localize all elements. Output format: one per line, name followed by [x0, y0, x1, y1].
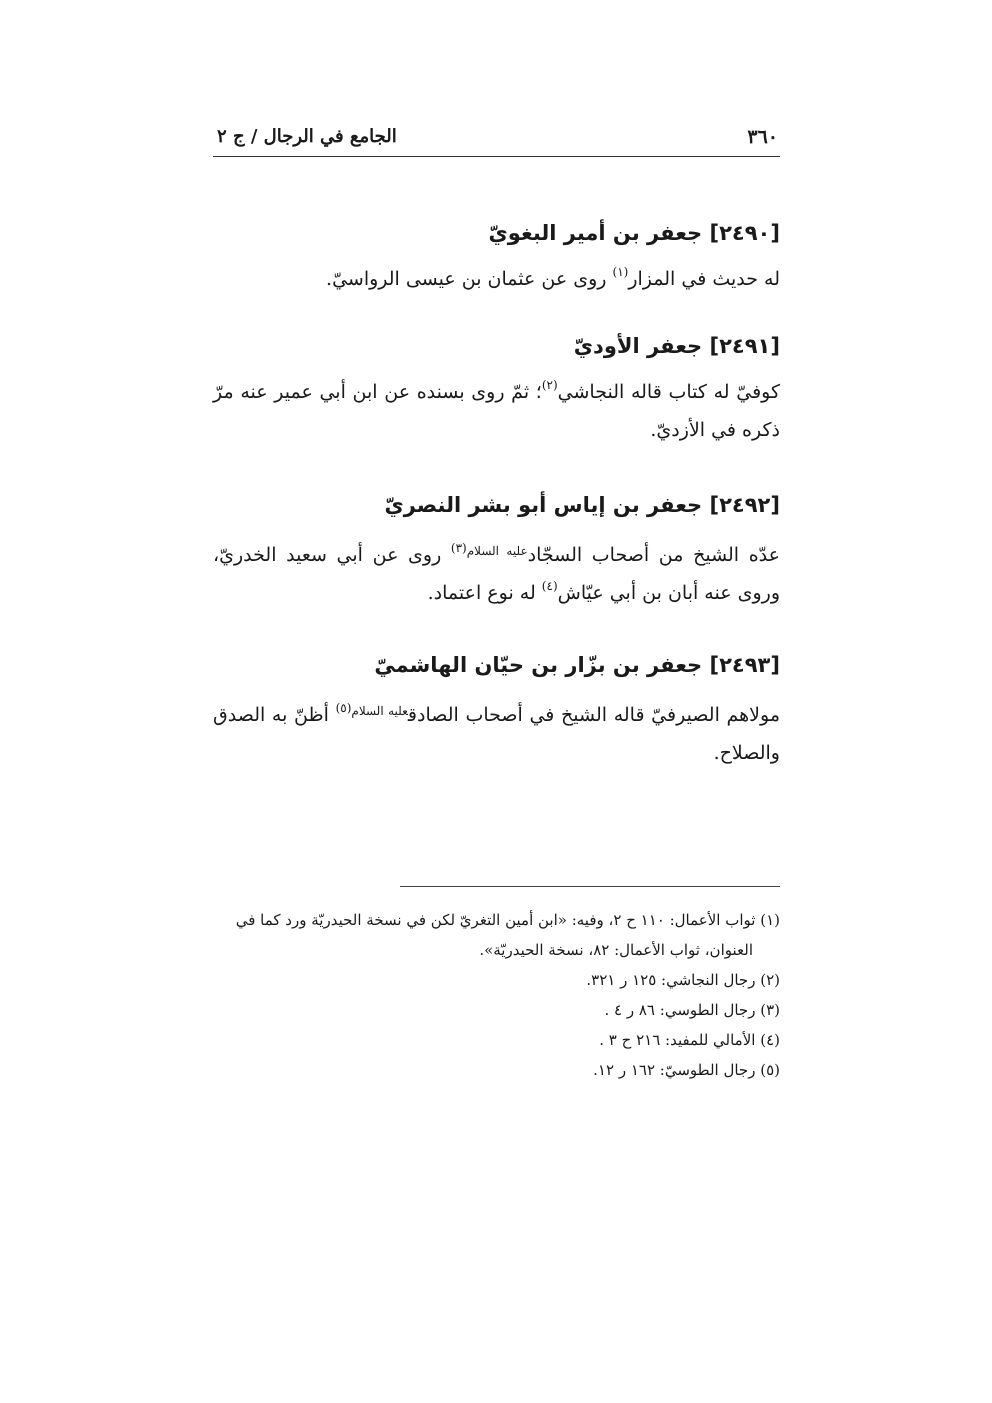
footnote-5 [213, 1055, 780, 1085]
entry-heading [213, 650, 780, 680]
footnote-3 [213, 995, 780, 1025]
entry-text [213, 260, 780, 298]
footnote-label: (١) [760, 911, 780, 929]
footnote-ref[interactable]: (٥) [335, 701, 352, 715]
footnote-2 [213, 965, 780, 995]
footnote-1-continuation: العنوان، ثواب الأعمال: ٨٢، نسخة الحيدريّة». [479, 941, 753, 959]
footnote-4 [213, 1025, 780, 1055]
entry-number: [٢٤٩١] [709, 334, 780, 358]
footnote-ref[interactable]: (٣) [450, 541, 467, 555]
footnote-label: (٥) [760, 1061, 780, 1079]
footnote-label: (٢) [760, 971, 780, 989]
entry-2491 [213, 331, 780, 449]
entry-text-part: أظنّ به الصدق والصلاح. [213, 704, 780, 764]
footnote-1 [213, 905, 780, 935]
entry-text-part: عدّه الشيخ من أصحاب السجّاد [527, 544, 780, 566]
running-title: الجامع في الرجال / ج ٢ [217, 126, 397, 147]
footnote-label: (٣) [760, 1001, 780, 1019]
entry-text [213, 373, 780, 449]
entry-text-part: له حديث في المزار [628, 268, 780, 290]
entry-text-part: كوفيّ له كتاب قاله النجاشي [557, 381, 781, 403]
footnote-text: الأمالي للمفيد: ٢١٦ ح ٣ . [599, 1031, 761, 1049]
entry-text-part: روى عن أبي سعيد الخدريّ، وروى عنه أبان بن أبي عيّاش [213, 544, 780, 604]
entry-title: جعفر الأوديّ [573, 334, 703, 358]
footnote-divider [400, 886, 780, 887]
entry-title: جعفر بن إياس أبو بشر النصريّ [384, 493, 703, 517]
entry-text [213, 532, 780, 612]
entry-text-part: مولاهم الصيرفيّ قاله الشيخ في أصحاب الصادق [407, 704, 781, 726]
entry-text [213, 692, 780, 772]
entry-2492 [213, 490, 780, 612]
entry-number: [٢٤٩٣] [709, 653, 780, 677]
footnote-ref[interactable]: (١) [612, 265, 629, 279]
footnotes [213, 905, 780, 1085]
entry-2493 [213, 650, 780, 772]
book-page [213, 0, 780, 1403]
honorific-symbol: عليه السلام [466, 544, 528, 558]
entry-text-part: له نوع اعتماد. [427, 582, 542, 604]
footnote-text: رجال الطوسي: ٨٦ ر ٤ . [604, 1001, 761, 1019]
footnote-label: (٤) [760, 1031, 780, 1049]
footnote-text: رجال الطوسيّ: ١٦٢ ر ١٢. [593, 1061, 761, 1079]
page-header [213, 122, 780, 157]
footnote-text: ثواب الأعمال: ١١٠ ح ٢، وفيه: «ابن أمين التغريّ لكن في نسخة الحيدريّة ورد كما في [235, 911, 761, 929]
footnote-ref[interactable]: (٢) [541, 378, 558, 392]
entry-heading [213, 490, 780, 520]
honorific-symbol: عليه السلام [351, 704, 408, 718]
entry-heading [213, 331, 780, 361]
entry-text-part: ؛ ثمّ روى بسنده عن ابن أبي عمير عنه مرّ ذكره في الأزديّ. [213, 381, 780, 441]
entry-number: [٢٤٩٢] [709, 493, 780, 517]
footnote-text: رجال النجاشي: ١٢٥ ر ٣٢١. [586, 971, 761, 989]
entry-2490 [213, 218, 780, 298]
page-number: ٣٦٠ [747, 126, 778, 148]
entry-heading [213, 218, 780, 248]
entry-number: [٢٤٩٠] [709, 221, 780, 245]
entry-text-part: روى عن عثمان بن عيسى الرواسيّ. [326, 268, 613, 290]
entry-title: جعفر بن بزّار بن حيّان الهاشميّ [374, 653, 703, 677]
entry-title: جعفر بن أمير البغويّ [488, 221, 703, 245]
footnote-ref[interactable]: (٤) [541, 579, 558, 593]
